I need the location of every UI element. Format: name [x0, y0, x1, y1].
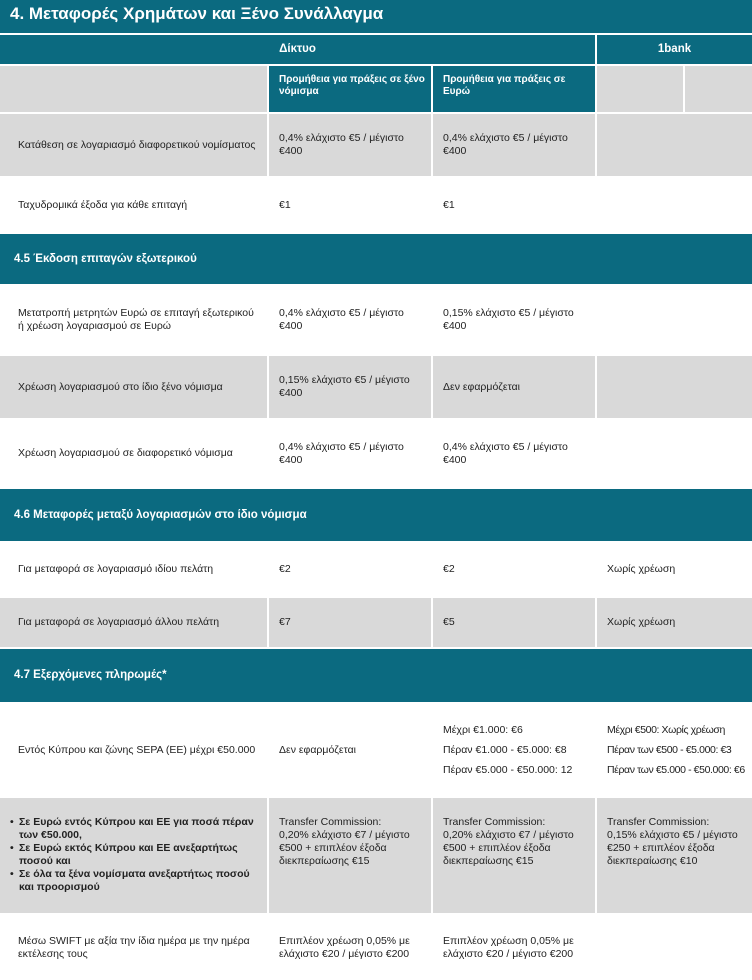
fee-foreign	[269, 798, 431, 913]
fee-1bank	[597, 356, 752, 418]
fee-euro: 0,15% ελάχιστο €5 / μέγιστο €400	[433, 286, 595, 354]
section-title: 4.6 Μεταφορές μεταξύ λογαριασμών στο ίδιο νόμισμα	[14, 508, 307, 521]
row-label: Κατάθεση σε λογαριασμό διαφορετικού νομίσματος	[0, 114, 267, 176]
fee-1bank-tiers	[597, 704, 752, 796]
bullet-item: • Σε όλα τα ξένα νομίσματα ανεξαρτήτως ποσού και προορισμού	[10, 868, 257, 894]
row-label: Ταχυδρομικά έξοδα για κάθε επιταγή	[0, 178, 267, 232]
row-label: Για μεταφορά σε λογαριασμό ιδίου πελάτη	[0, 543, 267, 596]
table-row	[0, 356, 752, 418]
fee-1bank	[597, 798, 752, 913]
bullet-item: • Σε Ευρώ εντός Κύπρου και ΕΕ για ποσά πέραν των €50.000,	[10, 816, 257, 842]
table-row	[0, 420, 752, 487]
fee-1bank	[597, 286, 752, 354]
fee-body: 0,20% ελάχιστο €7 / μέγιστο €500 + επιπλέον έξοδα διεκπεραίωσης €15	[443, 829, 574, 867]
fee-foreign: Επιπλέον χρέωση 0,05% με ελάχιστο €20 / μέγιστο €200	[269, 915, 431, 980]
fee-euro: €1	[433, 178, 595, 232]
header-1bank: 1bank	[597, 35, 752, 64]
fee-1bank: Χωρίς χρέωση	[597, 598, 752, 647]
table-row	[0, 286, 752, 354]
section-header-4-5	[0, 234, 752, 284]
tier-line: Πέραν €5.000 - €50.000: 12	[443, 763, 573, 776]
table-row-sepa	[0, 704, 752, 796]
tier-line: Μέχρι €1.000: €6	[443, 723, 523, 736]
fee-heading: Transfer Commission:	[279, 816, 382, 828]
table-row	[0, 543, 752, 596]
tier-line: Μέχρι €500: Χωρίς χρέωση	[607, 723, 725, 736]
tier-line: Πέραν των €5.000 - €50.000: €6	[607, 763, 745, 776]
fee-euro-tiers	[433, 704, 595, 796]
table-subheader-row	[0, 66, 752, 112]
row-label: Χρέωση λογαριασμού σε διαφορετικό νόμισμα	[0, 420, 267, 487]
header-foreign-currency: Προμήθεια για πράξεις σε ξένο νόμισμα	[269, 66, 431, 112]
fee-foreign: Δεν εφαρμόζεται	[269, 704, 431, 796]
row-label: Μετατροπή μετρητών Ευρώ σε επιταγή εξωτερικού ή χρέωση λογαριασμού σε Ευρώ	[0, 286, 267, 354]
fee-euro: Δεν εφαρμόζεται	[433, 356, 595, 418]
row-label: Μέσω SWIFT με αξία την ίδια ημέρα με την ημέρα εκτέλεσης τους	[0, 915, 267, 980]
fee-euro: Επιπλέον χρέωση 0,05% με ελάχιστο €20 / μέγιστο €200	[433, 915, 595, 980]
tier-line: Πέραν €1.000 - €5.000: €8	[443, 743, 567, 756]
fee-foreign: 0,4% ελάχιστο €5 / μέγιστο €400	[269, 286, 431, 354]
table-row-swift	[0, 915, 752, 980]
section-header-4-6	[0, 489, 752, 541]
table-row	[0, 598, 752, 647]
fee-foreign: €7	[269, 598, 431, 647]
fee-1bank: Χωρίς χρέωση	[597, 543, 752, 596]
section-title: 4.5 Έκδοση επιταγών εξωτερικού	[14, 252, 197, 265]
fee-foreign: 0,15% ελάχιστο €5 / μέγιστο €400	[269, 356, 431, 418]
fee-foreign: 0,4% ελάχιστο €5 / μέγιστο €400	[269, 420, 431, 487]
section-title: 4.7 Εξερχόμενες πληρωμές*	[14, 669, 167, 681]
fee-1bank	[597, 420, 752, 487]
fee-foreign: 0,4% ελάχιστο €5 / μέγιστο €400	[269, 114, 431, 176]
fee-1bank	[597, 114, 752, 176]
fee-body: 0,15% ελάχιστο €5 / μέγιστο €250 + επιπλέον έξοδα διεκπεραίωσης €10	[607, 829, 738, 867]
fee-foreign: €2	[269, 543, 431, 596]
fee-euro: €5	[433, 598, 595, 647]
fee-euro: 0,4% ελάχιστο €5 / μέγιστο €400	[433, 420, 595, 487]
table-row-transfer-commission	[0, 798, 752, 913]
fee-body: 0,20% ελάχιστο €7 / μέγιστο €500 + επιπλέον έξοδα διεκπεραίωσης €15	[279, 829, 410, 867]
fee-heading: Transfer Commission:	[443, 816, 546, 828]
header-euro: Προμήθεια για πράξεις σε Ευρώ	[433, 66, 595, 112]
page-title: 4. Μεταφορές Χρημάτων και Ξένο Συνάλλαγμα	[0, 0, 752, 33]
table-header-row	[0, 35, 752, 64]
row-label: Εντός Κύπρου και ζώνης SEPA (ΕΕ) μέχρι €50.000	[0, 704, 267, 796]
bullet-item: • Σε Ευρώ εκτός Κύπρου και ΕΕ ανεξαρτήτως ποσού και	[10, 842, 257, 868]
fee-heading: Transfer Commission:	[607, 816, 710, 828]
tier-line: Πέραν των €500 - €5.000: €3	[607, 743, 732, 756]
fee-foreign: €1	[269, 178, 431, 232]
table-row	[0, 114, 752, 176]
section-header-4-7	[0, 649, 752, 702]
row-label: Για μεταφορά σε λογαριασμό άλλου πελάτη	[0, 598, 267, 647]
fee-1bank	[597, 178, 752, 232]
fee-euro: 0,4% ελάχιστο €5 / μέγιστο €400	[433, 114, 595, 176]
fee-euro	[433, 798, 595, 913]
fee-1bank	[597, 915, 752, 980]
fee-euro: €2	[433, 543, 595, 596]
row-label-bullets	[0, 798, 267, 913]
header-network: Δίκτυο	[0, 35, 595, 64]
table-row	[0, 178, 752, 232]
row-label: Χρέωση λογαριασμού στο ίδιο ξένο νόμισμα	[0, 356, 267, 418]
